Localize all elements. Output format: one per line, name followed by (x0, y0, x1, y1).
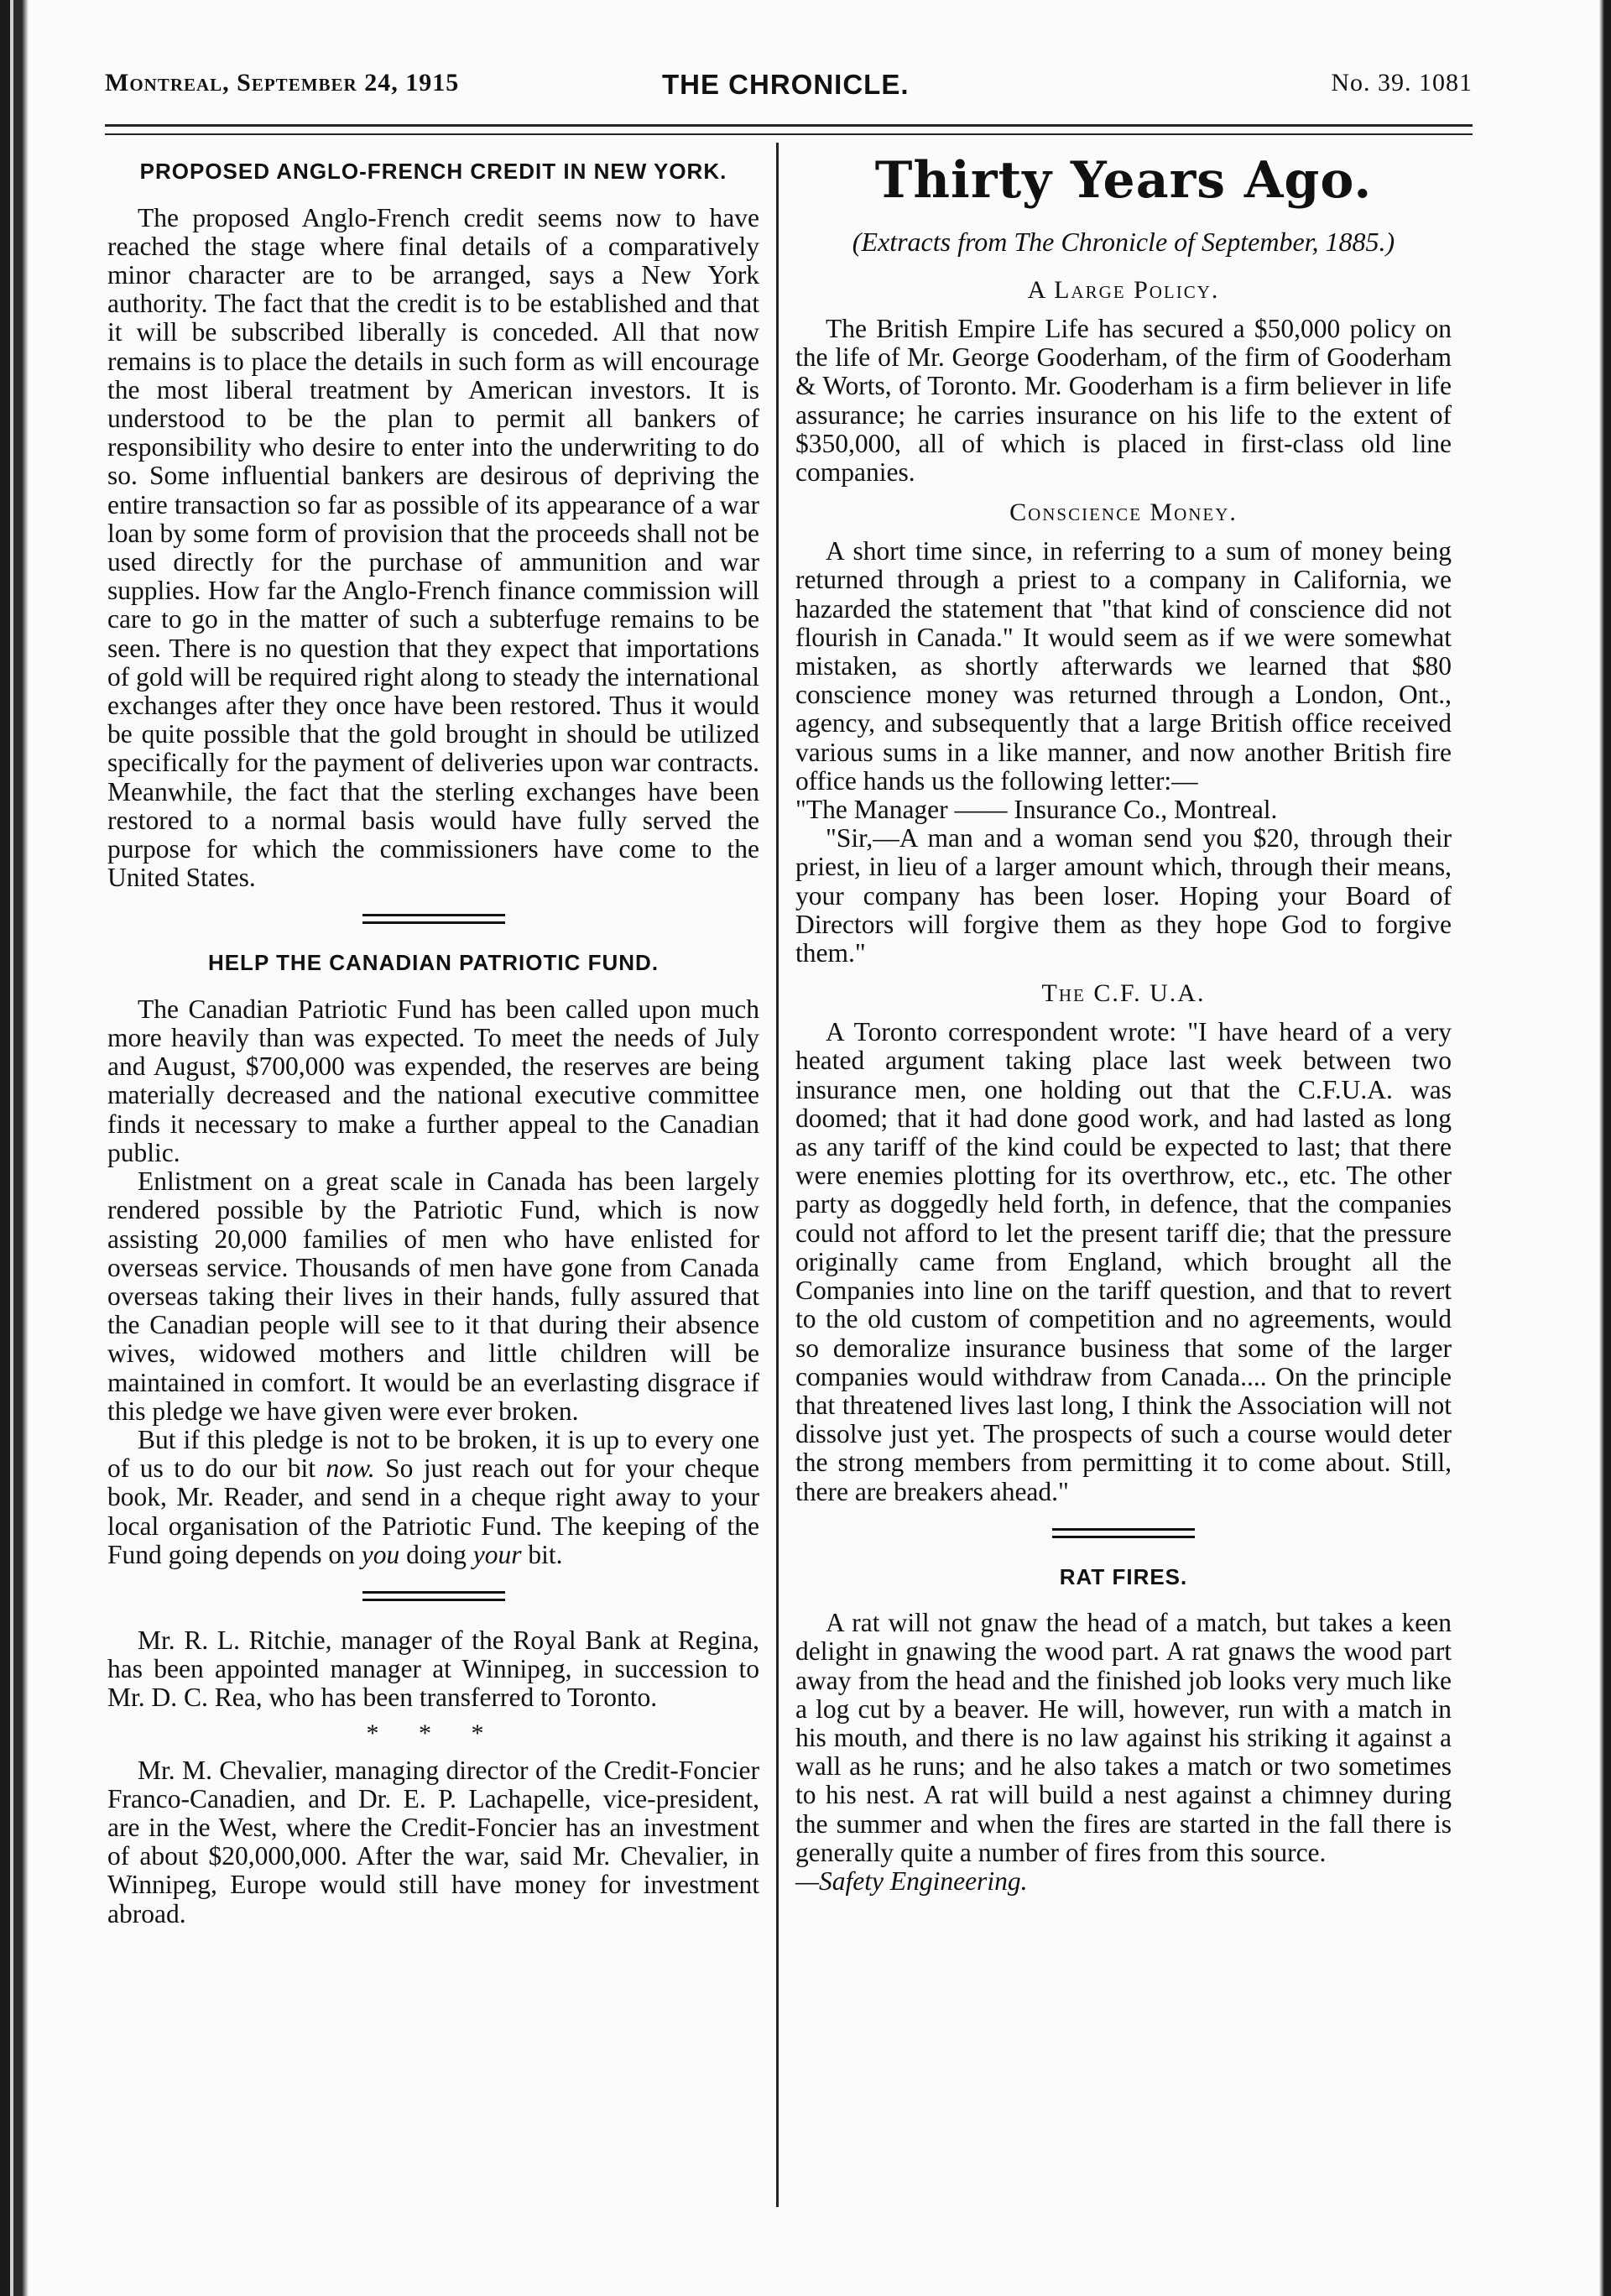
left-column (107, 151, 759, 1928)
article-title-rat-fires: RAT FIRES. (1059, 1563, 1188, 1589)
separator-stars: * * * (366, 1719, 501, 1747)
letter-address: "The Manager —— Insurance Co., Montreal. (795, 795, 1278, 825)
thirty-years-ago-subtitle: (Extracts from The Chronicle of September, 1885.) (852, 227, 1395, 257)
cfua-body: A Toronto correspondent wrote: "I have heard of a very heated argument taking place last week between two insurance men, one holding out that the C.F.U.A. was doomed; that it had done good work, and had lasted as long as any tariff of the kind could be expected to last; that there were enemies plotting for its overthrow, etc., etc. The other party as doggedly held forth, in defence, that the companies could not afford to let the present tariff die; that the pressure originally came from England, which brought all the Companies into line on the tariff question, and that to revert to the old custom of competition and no agreements, would so demoralize insurance business that some of the larger companies would withdraw from Canada.... On the principle that threatened lives last long, I think the Association will not dissolve just yet. The prospects of such a course would deter the strong members from permitting it to come about. Still, there are breakers ahead." (795, 1017, 1452, 1506)
note-chevalier: Mr. M. Chevalier, managing director of the Credit-Foncier Franco-Canadien, and Dr. E. P. Lachapelle, vice-president, are in the West, where the Credit-Foncier has an investment of about $20,000,000. After the war, said Mr. Chevalier, in Winnipeg, Europe would still have money for investment abroad. (107, 1755, 759, 1928)
section-rule (362, 1591, 505, 1601)
patriotic-fund-paragraph-1: The Canadian Patriotic Fund has been called upon much more heavily than was expected. To meet the needs of July and August, $700,000 was expended, the reserves are being materially decreased and the national executive committee finds it necessary to make a further appeal to the Canadian public. (107, 994, 759, 1167)
thirty-years-ago-title: Thirty Years Ago. (874, 151, 1373, 210)
header-rule (105, 124, 1473, 135)
section-heading-conscience-money: Conscience Money. (1009, 498, 1238, 527)
article-title-patriotic-fund: HELP THE CANADIAN PATRIOTIC FUND. (207, 950, 660, 976)
patriotic-fund-paragraph-2: Enlistment on a great scale in Canada has been largely rendered possible by the Patriotic Fund, which is now assisting 20,000 families of men who have enlisted for overseas service. Thousands of men have gone from Canada overseas taking their lives in their hands, fully assured that the Canadian people will see to it that during their absence wives, widowed mothers and little children will be maintained in comfort. It would be an everlasting disgrace if this pledge we have given were ever broken. (107, 1166, 759, 1426)
rat-fires-body: A rat will not gnaw the head of a match, but takes a keen delight in gnawing the wood part. A rat gnaws the wood part away from the head and the finished job looks very much like a log cut by a beaver. He will, however, run with a match in his mouth, and there is no law against his striking it against a wall as he runs; and he also takes a match or two sometimes to his nest. A rat will build a nest against a chimney during the summer and when the fires are started in the fall there is generally quite a number of fires from this source. (795, 1608, 1452, 1867)
article-body-anglo-french: The proposed Anglo-French credit seems now to have reached the stage where final details of a comparatively minor character are to be arranged, says a New York authority. The fact that the credit is to be established and that it will be subscribed liberally is conceded. All that now remains is to place the details in such form as will encourage the most liberal treatment by American investors. It is understood to be the plan to permit all bankers of responsibility who desire to enter into the underwriting to do so. Some influential bankers are desirous of depriving the entire transaction so far as possible of its appearance of a war loan by some form of provision that the proceeds shall not be used directly for the purchase of ammunition and war supplies. How far the Anglo-French finance commission will care to go in the matter of such a subterfuge remains to be seen. There is no question that they expect that importations of gold will be required right along to steady the international exchanges after they once have been restored. Thus it would be quite possible that the gold brought in should be utilized specifically for the payment of deliveries upon war contracts. Meanwhile, the fact that the sterling exchanges have been restored to a normal basis would have fully served the purpose for which the commissioners have come to the United States. (107, 202, 759, 893)
note-ritchie: Mr. R. L. Ritchie, manager of the Royal Bank at Regina, has been appointed manager at Winnipeg, in succession to Mr. D. C. Rea, who has been transferred to Toronto. (107, 1625, 759, 1713)
rat-fires-source: —Safety Engineering. (795, 1866, 1028, 1897)
conscience-money-body: A short time since, in referring to a sum of money being returned through a priest to a company in California, we hazarded the statement that "that kind of conscience did not flourish in Canada." It would seem as if we were somewhat mistaken, as shortly afterwards we learned that $80 conscience money was returned through a London, Ont., agency, and subsequently that a large British office received various sums in a like manner, and now another British fire office hands us the following letter:— (795, 536, 1452, 796)
column-divider (776, 143, 779, 2207)
page-edge (1599, 0, 1611, 2296)
section-rule (1052, 1528, 1195, 1538)
large-policy-body: The British Empire Life has secured a $50,000 policy on the life of Mr. George Gooderham, of the firm of Gooderham & Worts, of Toronto. Mr. Gooderham is a firm believer in life assurance; he carries insurance on his life to the extent of $350,000, all of which is placed in first-class old line companies. (795, 314, 1452, 488)
article-title-anglo-french: PROPOSED ANGLO-FRENCH CREDIT IN NEW YORK. (139, 159, 727, 184)
binding-edge (0, 0, 29, 2296)
right-column (795, 151, 1452, 1896)
page-header (105, 69, 1473, 111)
section-heading-cfua: The C.F. U.A. (1041, 979, 1206, 1008)
issue-number: No. 39. 1081 (1331, 69, 1473, 97)
publication-title: THE CHRONICLE. (662, 69, 910, 100)
letter-body: "Sir,—A man and a woman send you $20, through their priest, in lieu of a larger amount which, through their means, your company has been loser. Hoping your Board of Directors will forgive them as they hope God to forgive them." (795, 823, 1452, 968)
section-rule (362, 914, 505, 924)
section-heading-large-policy: A Large Policy. (1027, 276, 1220, 304)
dateline: Montreal, September 24, 1915 (105, 69, 460, 97)
patriotic-fund-paragraph-3: But if this pledge is not to be broken, it is up to every one of us to do our bit now. So just reach out for your cheque book, Mr. Reader, and send in a cheque right away to your local organisation of the Patriotic Fund. The keeping of the Fund going depends on you doing your bit. (107, 1424, 759, 1569)
